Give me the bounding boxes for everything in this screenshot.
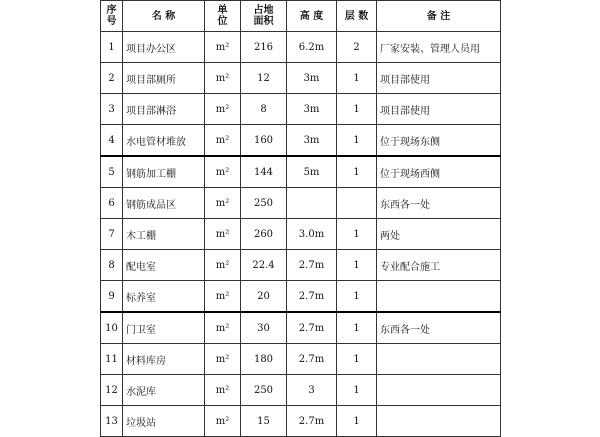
cell-unit: m² (205, 406, 241, 437)
table-row (101, 281, 501, 313)
cell-name: 项目部厕所 (123, 63, 205, 94)
cell-no: 3 (101, 94, 123, 125)
cell-height: 3m (287, 94, 337, 125)
cell-area: 20 (241, 281, 287, 313)
cell-area: 30 (241, 312, 287, 344)
header-floors: 层 数 (337, 1, 377, 32)
cell-floors: 1 (337, 156, 377, 188)
cell-floors: 1 (337, 94, 377, 125)
cell-area: 22.4 (241, 250, 287, 281)
table-row (101, 344, 501, 375)
table-row (101, 32, 501, 63)
cell-name: 项目部淋浴 (123, 94, 205, 125)
temporary-facilities-table (100, 0, 501, 437)
cell-floors (337, 188, 377, 219)
cell-name: 钢筋成品区 (123, 188, 205, 219)
table-row (101, 250, 501, 281)
cell-area: 144 (241, 156, 287, 188)
cell-unit: m² (205, 250, 241, 281)
cell-no: 2 (101, 63, 123, 94)
cell-remark: 厂家安装、管理人员用 (377, 32, 501, 63)
cell-no: 12 (101, 375, 123, 406)
cell-floors: 1 (337, 344, 377, 375)
header-unit: 单 位 (205, 1, 241, 32)
facility-table-sheet (100, 0, 500, 429)
table-row (101, 312, 501, 344)
cell-floors: 1 (337, 219, 377, 250)
cell-name: 标养室 (123, 281, 205, 313)
cell-no: 4 (101, 125, 123, 157)
cell-remark: 东西各一处 (377, 188, 501, 219)
cell-name: 垃圾站 (123, 406, 205, 437)
cell-height: 3m (287, 125, 337, 157)
cell-remark: 位于现场西侧 (377, 156, 501, 188)
cell-unit: m² (205, 188, 241, 219)
cell-floors: 1 (337, 312, 377, 344)
table-row (101, 125, 501, 157)
cell-height: 3.0m (287, 219, 337, 250)
cell-remark (377, 344, 501, 375)
cell-unit: m² (205, 219, 241, 250)
cell-height: 2.7m (287, 344, 337, 375)
cell-remark: 两处 (377, 219, 501, 250)
cell-floors: 1 (337, 125, 377, 157)
cell-area: 8 (241, 94, 287, 125)
cell-unit: m² (205, 344, 241, 375)
cell-unit: m² (205, 312, 241, 344)
cell-no: 11 (101, 344, 123, 375)
cell-area: 250 (241, 188, 287, 219)
cell-remark: 项目部使用 (377, 63, 501, 94)
table-header-row (101, 1, 501, 32)
table-row (101, 63, 501, 94)
cell-floors: 1 (337, 63, 377, 94)
cell-floors: 1 (337, 250, 377, 281)
cell-name: 门卫室 (123, 312, 205, 344)
cell-no: 1 (101, 32, 123, 63)
cell-height: 2.7m (287, 406, 337, 437)
cell-area: 216 (241, 32, 287, 63)
cell-no: 9 (101, 281, 123, 313)
cell-name: 项目办公区 (123, 32, 205, 63)
cell-remark (377, 375, 501, 406)
cell-no: 10 (101, 312, 123, 344)
cell-name: 水泥库 (123, 375, 205, 406)
header-area: 占地 面积 (241, 1, 287, 32)
cell-height (287, 188, 337, 219)
cell-unit: m² (205, 281, 241, 313)
cell-height: 2.7m (287, 250, 337, 281)
cell-remark: 项目部使用 (377, 94, 501, 125)
cell-unit: m² (205, 156, 241, 188)
cell-height: 3m (287, 63, 337, 94)
table-row (101, 375, 501, 406)
cell-unit: m² (205, 125, 241, 157)
cell-height: 6.2m (287, 32, 337, 63)
table-row (101, 406, 501, 437)
cell-no: 13 (101, 406, 123, 437)
header-remark: 备 注 (377, 1, 501, 32)
cell-area: 180 (241, 344, 287, 375)
cell-height: 5m (287, 156, 337, 188)
cell-name: 材料库房 (123, 344, 205, 375)
table-row (101, 219, 501, 250)
cell-remark (377, 406, 501, 437)
header-height: 高 度 (287, 1, 337, 32)
cell-floors: 1 (337, 406, 377, 437)
cell-name: 水电管材堆放 (123, 125, 205, 157)
cell-unit: m² (205, 32, 241, 63)
cell-name: 木工棚 (123, 219, 205, 250)
cell-area: 260 (241, 219, 287, 250)
header-name: 名 称 (123, 1, 205, 32)
cell-no: 7 (101, 219, 123, 250)
cell-area: 160 (241, 125, 287, 157)
cell-no: 8 (101, 250, 123, 281)
cell-name: 钢筋加工棚 (123, 156, 205, 188)
cell-area: 12 (241, 63, 287, 94)
cell-unit: m² (205, 375, 241, 406)
cell-height: 2.7m (287, 281, 337, 313)
cell-no: 6 (101, 188, 123, 219)
cell-no: 5 (101, 156, 123, 188)
cell-floors: 2 (337, 32, 377, 63)
cell-area: 15 (241, 406, 287, 437)
cell-remark: 专业配合施工 (377, 250, 501, 281)
cell-remark: 位于现场东侧 (377, 125, 501, 157)
cell-floors: 1 (337, 281, 377, 313)
cell-name: 配电室 (123, 250, 205, 281)
header-seq: 序 号 (101, 1, 123, 32)
cell-floors: 1 (337, 375, 377, 406)
cell-height: 2.7m (287, 312, 337, 344)
table-row (101, 188, 501, 219)
table-row (101, 94, 501, 125)
cell-remark (377, 281, 501, 313)
table-row (101, 156, 501, 188)
cell-remark: 东西各一处 (377, 312, 501, 344)
cell-unit: m² (205, 63, 241, 94)
cell-area: 250 (241, 375, 287, 406)
cell-unit: m² (205, 94, 241, 125)
cell-height: 3 (287, 375, 337, 406)
